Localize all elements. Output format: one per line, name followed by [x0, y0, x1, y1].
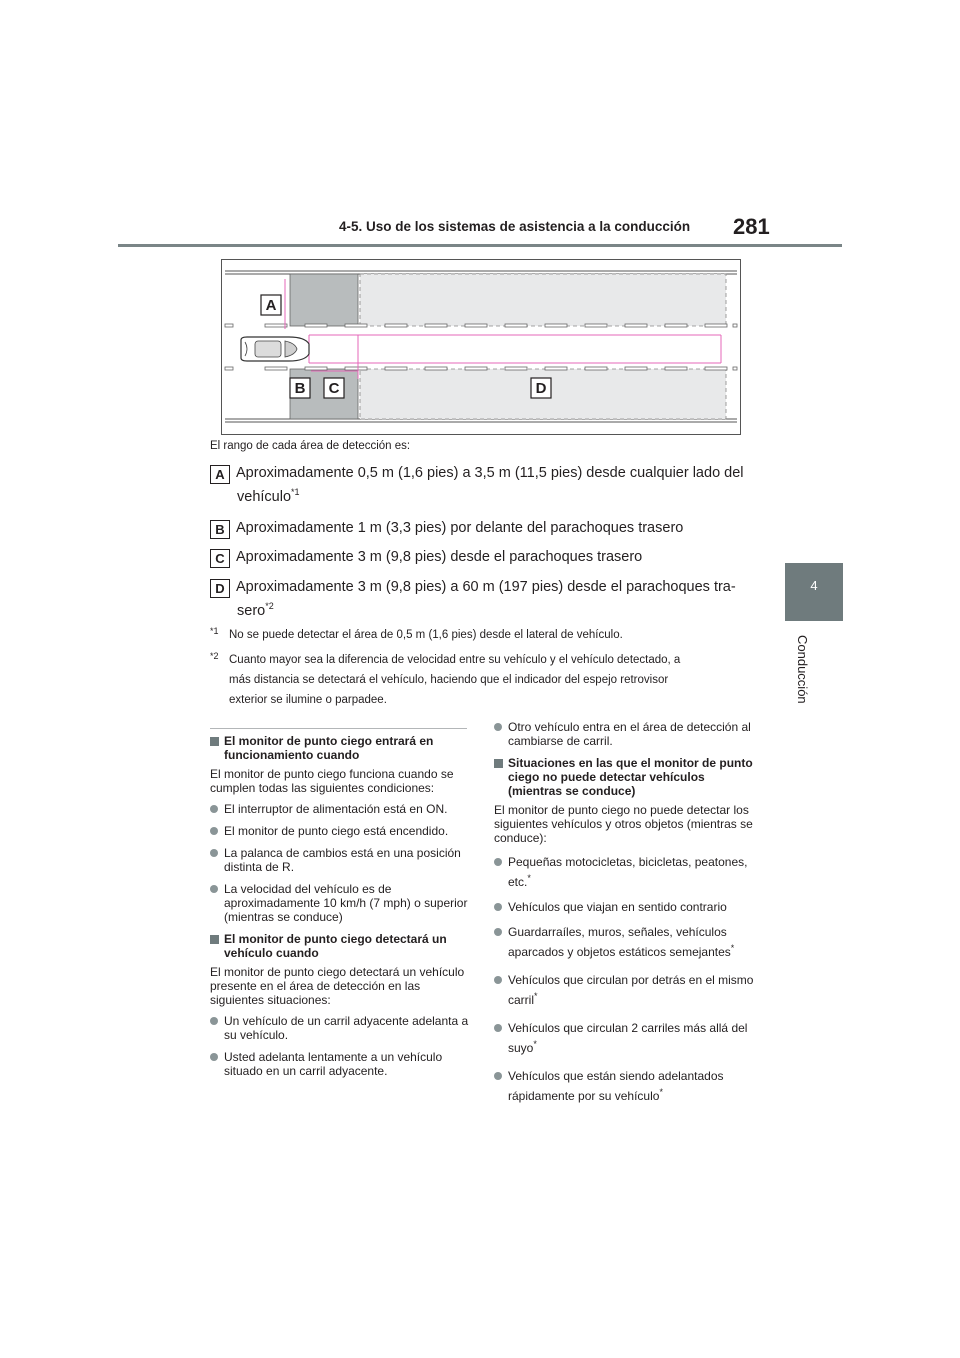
lane-dash [733, 324, 737, 327]
lane-dash [585, 324, 607, 327]
list-item: Vehículos que circulan 2 carriles más allá del suyo* [494, 1018, 756, 1058]
footnote-ref: *2 [265, 601, 274, 612]
lane-dash [225, 367, 233, 370]
lane-dash [545, 324, 567, 327]
list-item: Usted adelanta lentamente a un vehículo situado en un carril adyacente. [210, 1050, 472, 1078]
lane-dash [465, 367, 487, 370]
footnote-line: exterior se ilumine o parpadee. [229, 694, 387, 706]
range-item-d [210, 575, 750, 623]
list-item: Otro vehículo entra en el área de detección al cambiarse de carril. [494, 720, 756, 748]
range-letter: B [210, 520, 230, 539]
lane-dash [305, 324, 327, 327]
section-heading: El monitor de punto ciego entrará en funcionamiento cuando [210, 734, 472, 762]
header-divider [118, 244, 842, 247]
range-text: Aproximadamente 0,5 m (1,6 pies) a 3,5 m (11,5 pies) desde cualquier lado del [236, 465, 744, 481]
range-item-c [210, 545, 750, 569]
list-item: Vehículos que viajan en sentido contrario [494, 900, 756, 914]
footnote-line: Cuanto mayor sea la diferencia de velocidad entre su vehículo y el vehículo detectado, a [229, 654, 681, 666]
lane-dash [665, 324, 687, 327]
lane-dash [385, 324, 407, 327]
list-item: Un vehículo de un carril adyacente adelanta a su vehículo. [210, 1014, 472, 1042]
chapter-number: 4 [810, 578, 818, 593]
range-text: Aproximadamente 3 m (9,8 pies) desde el parachoques trasero [236, 549, 643, 565]
chapter-label: Conducción [795, 635, 810, 704]
lane-dash [585, 367, 607, 370]
lane-dash [265, 367, 287, 370]
lane-dash [425, 367, 447, 370]
lane-dash [705, 367, 727, 370]
label-d: D [535, 380, 547, 397]
lane-dash [505, 324, 527, 327]
list-item: Vehículos que circulan por detrás en el mismo carril* [494, 970, 756, 1010]
label-c: C [328, 380, 340, 397]
list-item: Pequeñas motocicletas, bicicletas, peatones, etc.* [494, 852, 756, 892]
lane-dash [665, 367, 687, 370]
range-item-a [210, 461, 750, 509]
range-item-b [210, 516, 750, 540]
lane-dash [733, 367, 737, 370]
range-text-cont: sero [237, 603, 266, 619]
section-heading: Situaciones en las que el monitor de punto ciego no puede detectar vehículos (mientras se conduce) [494, 756, 756, 798]
range-letter: A [210, 465, 230, 484]
list-item: El monitor de punto ciego está encendido. [210, 824, 472, 838]
page-number: 281 [733, 214, 770, 239]
lane-dash [705, 324, 727, 327]
right-column [494, 720, 756, 1114]
zone-upper-near [290, 274, 358, 326]
list-item: Guardarraíles, muros, señales, vehículos aparcados y objetos estáticos semejantes* [494, 922, 756, 962]
range-letter: C [210, 549, 230, 568]
footnote-ref: *1 [291, 487, 300, 498]
lane-dash [505, 367, 527, 370]
paragraph: El monitor de punto ciego no puede detectar los siguientes vehículos y otros objetos (mientras se conduce): [494, 803, 753, 845]
label-a: A [265, 297, 277, 314]
list-item: El interruptor de alimentación está en ON. [210, 802, 472, 816]
lane-dash [385, 367, 407, 370]
footnote-line: No se puede detectar el área de 0,5 m (1,6 pies) desde el lateral de vehículo. [229, 629, 623, 641]
range-text: Aproximadamente 3 m (9,8 pies) a 60 m (197 pies) desde el parachoques tra- [236, 579, 736, 595]
label-b: B [294, 380, 306, 397]
left-column [210, 734, 472, 1086]
lane-dash [465, 324, 487, 327]
list-item: La palanca de cambios está en una posición distinta de R. [210, 846, 472, 874]
list-item: La velocidad del vehículo es de aproximadamente 10 km/h (7 mph) o superior (mientras se conduce) [210, 882, 472, 924]
lane-dash [545, 367, 567, 370]
range-text-cont: vehículo [237, 489, 292, 505]
footnote-1: *1 No se puede detectar el área de 0,5 m (1,6 pies) desde el lateral de vehículo. [210, 625, 755, 645]
lane-dash [625, 324, 647, 327]
footnote-2: *2 Cuanto mayor sea la diferencia de velocidad entre su vehículo y el vehículo detectado, a más distancia se detectará el vehículo, haciendo que el indicador del espejo retrovisor exterior se ilumine o parpadee. [210, 650, 755, 710]
range-intro: El rango de cada área de detección es: [210, 440, 411, 452]
section-heading: El monitor de punto ciego detectará un vehículo cuando [210, 932, 472, 960]
lane-dash [625, 367, 647, 370]
zone-upper-far [360, 274, 726, 326]
range-text: Aproximadamente 1 m (3,3 pies) por delante del parachoques trasero [236, 520, 684, 536]
column-divider [210, 728, 467, 729]
lane-dash [265, 324, 287, 327]
car-icon [241, 337, 309, 361]
lane-dash [345, 367, 367, 370]
section-title: 4-5. Uso de los sistemas de asistencia a la conducción [339, 219, 691, 234]
lane-dash [225, 324, 233, 327]
paragraph: El monitor de punto ciego detectará un vehículo presente en el área de detección en las siguientes situaciones: [210, 965, 465, 1007]
range-letter: D [210, 579, 230, 598]
footnote-line: más distancia se detectará el vehículo, haciendo que el indicador del espejo retrovisor [229, 674, 669, 686]
paragraph: El monitor de punto ciego funciona cuando se cumplen todas las siguientes condiciones: [210, 767, 454, 795]
lane-dash [425, 324, 447, 327]
detection-area-diagram [221, 259, 741, 435]
lane-dash [345, 324, 367, 327]
lane-dash [305, 367, 327, 370]
list-item: Vehículos que están siendo adelantados rápidamente por su vehículo* [494, 1066, 756, 1106]
